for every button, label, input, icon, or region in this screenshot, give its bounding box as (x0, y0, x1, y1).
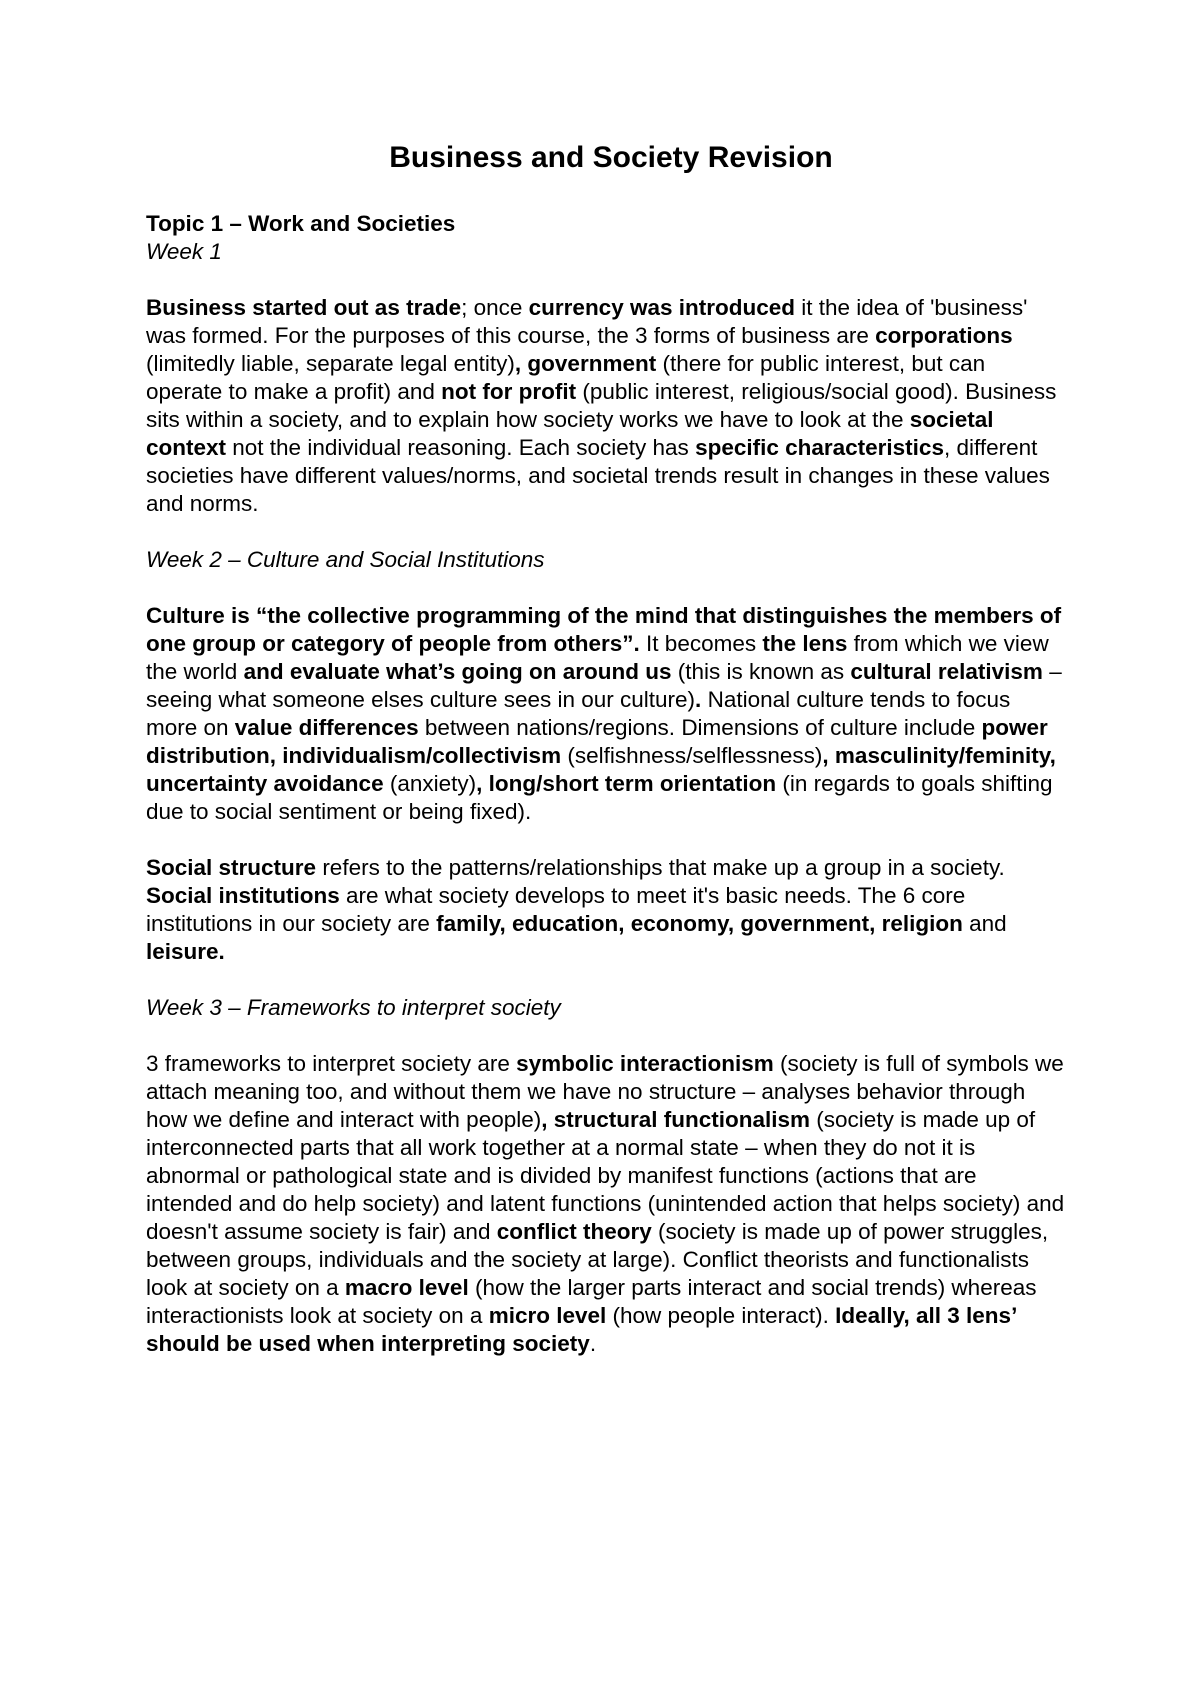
text-run: 3 frameworks to interpret society are (146, 1051, 517, 1076)
paragraph (146, 602, 1066, 826)
text-run: refers to the patterns/relationships that make up a group in a society. (316, 855, 1005, 880)
bold-text: micro level (488, 1303, 607, 1328)
bold-text: leisure. (146, 939, 225, 964)
bold-text: family, education, economy, government, religion (436, 911, 963, 936)
bold-text: specific characteristics (695, 435, 944, 460)
bold-text: Culture is “the collective programming of the mind that distinguishes the members of one group or category of people from others”. (146, 603, 1062, 656)
text-run: (limitedly liable, separate legal entity) (146, 351, 515, 376)
bold-text: not for profit (441, 379, 577, 404)
bold-text: Ideally, all 3 lens’ should be used when interpreting society (146, 1303, 1017, 1356)
text-run: not the individual reasoning. Each society has (226, 435, 696, 460)
text-run: (public interest, religious/social good). Business sits within a society, and to explain how society works we have to look at the (146, 379, 1057, 432)
document-body (146, 140, 1066, 1358)
document-title: Business and Society Revision (389, 141, 833, 174)
text-run: (there for public interest, but can operate to make a profit) and (146, 351, 986, 404)
text-run: are what society develops to meet it's basic needs. The 6 core institutions in our society are (146, 883, 966, 936)
bold-text: , masculinity/feminity, uncertainty avoidance (146, 743, 1056, 796)
text-run: It becomes (639, 631, 763, 656)
bold-text: , structural functionalism (541, 1107, 811, 1132)
bold-text: , long/short term orientation (476, 771, 777, 796)
text-run: – seeing what someone elses culture sees in our culture) (146, 659, 1062, 712)
week-heading: Week 3 – Frameworks to interpret society (146, 995, 561, 1020)
bold-text: corporations (875, 323, 1013, 348)
bold-text: currency was introduced (528, 295, 795, 320)
bold-text: Social structure (146, 855, 317, 880)
bold-text: societal context (146, 407, 994, 460)
bold-text: value differences (234, 715, 419, 740)
text-run: (how people interact). (606, 1303, 836, 1328)
text-run: (how the larger parts interact and social trends) whereas interactionists look at society on a (146, 1275, 1037, 1328)
bold-text: conflict theory (496, 1219, 652, 1244)
bold-text: symbolic interactionism (516, 1051, 774, 1076)
text-run: (in regards to goals shifting due to social sentiment or being fixed). (146, 771, 1053, 824)
bold-text: power distribution, individualism/collectivism (146, 715, 1048, 768)
week-heading: Week 2 – Culture and Social Institutions (146, 547, 545, 572)
week-heading: Week 1 (146, 239, 222, 264)
text-run: between nations/regions. Dimensions of culture include (418, 715, 982, 740)
paragraph (146, 854, 1066, 966)
text-run: National culture tends to focus more on (146, 687, 1011, 740)
text-run: and (962, 911, 1007, 936)
bold-text: Social institutions (146, 883, 340, 908)
topic-heading: Topic 1 – Work and Societies (146, 211, 456, 236)
text-run: (society is made up of power struggles, between groups, individuals and the society at large). Conflict theorists and functionalists look at society on a (146, 1219, 1049, 1300)
bold-text: the lens (762, 631, 848, 656)
sections-container (146, 238, 1066, 1358)
bold-text: Business started out as trade (146, 295, 462, 320)
text-run: (society is made up of interconnected parts that all work together at a normal state – when they do not it is abnormal or pathological state and is divided by manifest functions (actions that are intended and do help society) and latent functions (unintended action that helps society) and doesn't assume society is fair) and (146, 1107, 1065, 1244)
paragraph (146, 1050, 1066, 1358)
bold-text: macro level (344, 1275, 469, 1300)
text-run: (this is known as (671, 659, 851, 684)
text-run: ; once (461, 295, 529, 320)
bold-text: , government (514, 351, 657, 376)
text-run: (anxiety) (383, 771, 477, 796)
text-run: (society is full of symbols we attach meaning too, and without them we have no structure – analyses behavior through how we define and interact with people) (146, 1051, 1064, 1132)
text-run: . (589, 1331, 597, 1356)
text-run: , different societies have different values/norms, and societal trends result in changes in these values and norms. (146, 435, 1050, 516)
text-run: from which we view the world (146, 631, 1049, 684)
text-run: (selfishness/selflessness) (561, 743, 823, 768)
bold-text: . (695, 687, 702, 712)
paragraph (146, 294, 1066, 518)
bold-text: cultural relativism (850, 659, 1043, 684)
text-run: it the idea of 'business' was formed. For the purposes of this course, the 3 forms of business are (146, 295, 1028, 348)
bold-text: and evaluate what’s going on around us (243, 659, 672, 684)
